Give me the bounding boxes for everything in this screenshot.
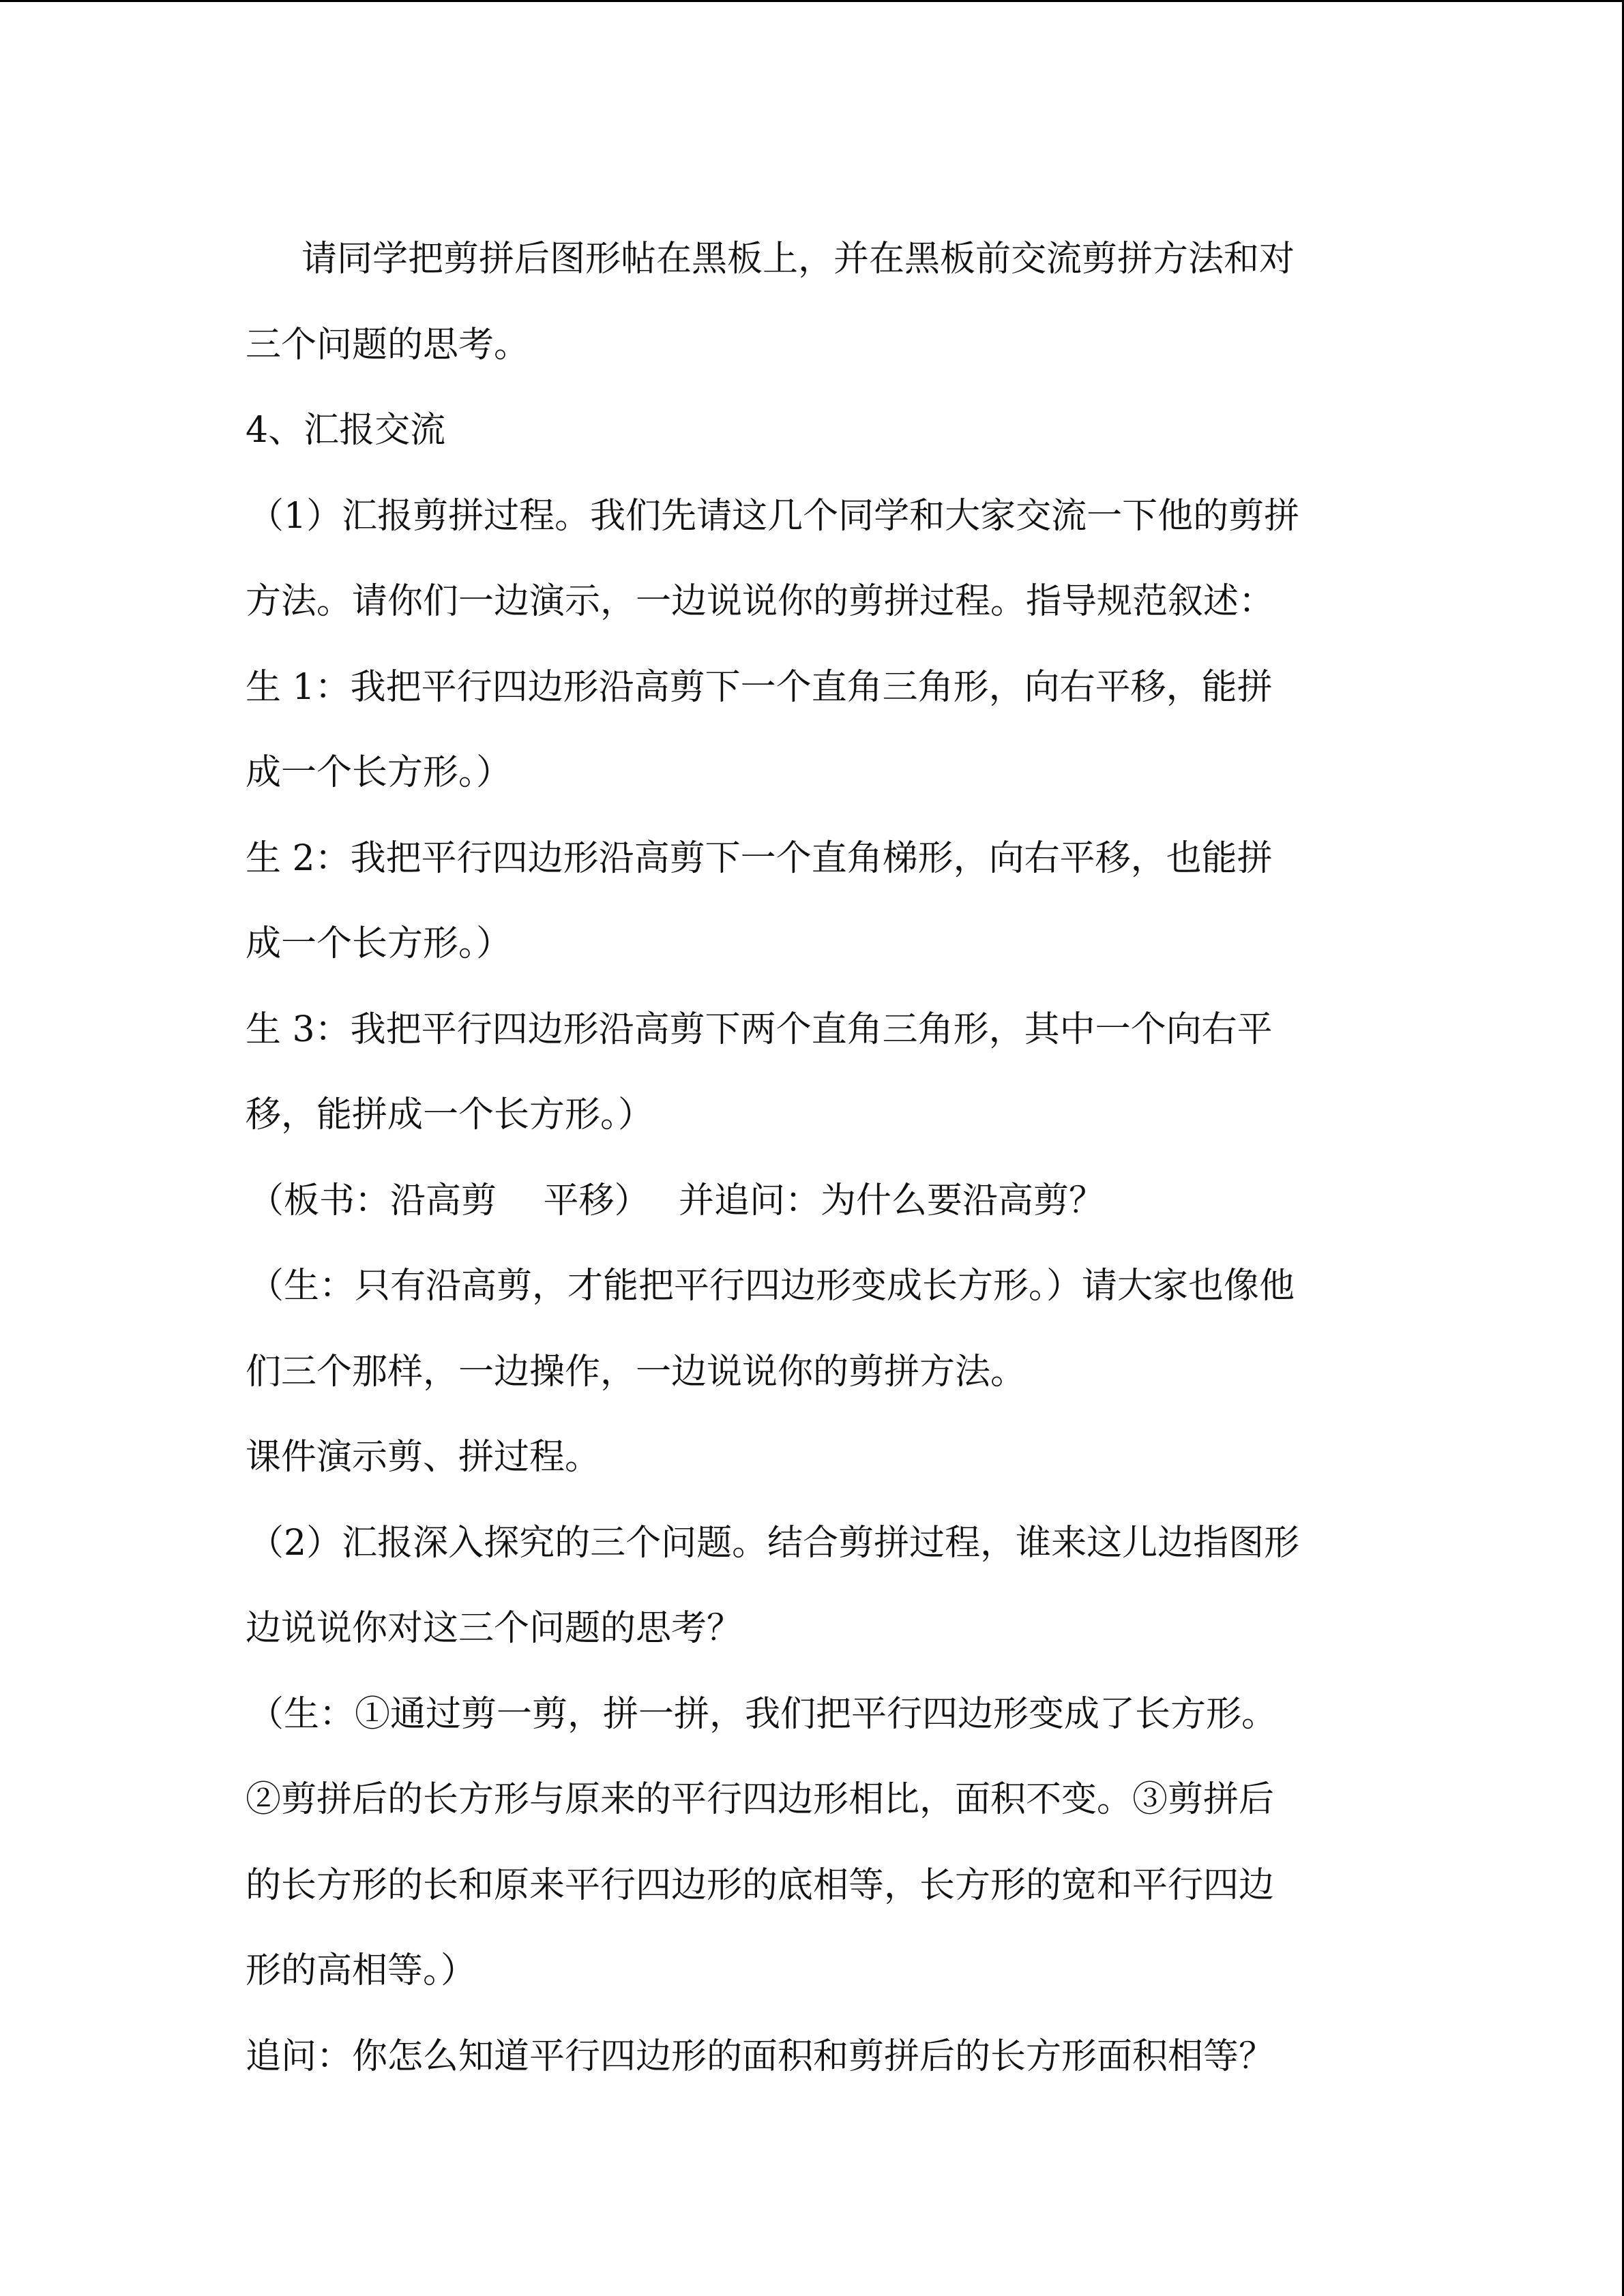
paragraph-line: （2）汇报深入探究的三个问题。结合剪拼过程，谁来这儿边指图形 — [248, 1522, 1300, 1564]
paragraph-line: 生 2：我把平行四边形沿高剪下一个直角梯形，向右平移，也能拼 — [246, 837, 1273, 879]
document-body — [246, 217, 1381, 2100]
paragraph-line: 三个问题的思考。 — [246, 324, 530, 366]
paragraph-line: 的长方形的长和原来平行四边形的底相等，长方形的宽和平行四边 — [246, 1864, 1275, 1906]
paragraph-line: 边说说你对这三个问题的思考？ — [246, 1608, 743, 1649]
paragraph-line: 成一个长方形。） — [246, 752, 512, 793]
paragraph-line: 生 1：我把平行四边形沿高剪下一个直角三角形，向右平移，能拼 — [246, 666, 1273, 708]
paragraph-line: 移，能拼成一个长方形。） — [246, 1094, 654, 1135]
paragraph-line: 课件演示剪、拼过程。 — [246, 1437, 601, 1478]
paragraph-line: 们三个那样，一边操作，一边说说你的剪拼方法。 — [246, 1351, 1027, 1392]
paragraph-line: 成一个长方形。） — [246, 923, 512, 964]
section-heading: 4、汇报交流 — [246, 410, 446, 451]
paragraph-line: 形的高相等。） — [246, 1950, 477, 1991]
paragraph-line: （1）汇报剪拼过程。我们先请这几个同学和大家交流一下他的剪拼 — [248, 495, 1300, 537]
paragraph-line: ②剪拼后的长方形与原来的平行四边形相比，面积不变。③剪拼后 — [246, 1779, 1275, 1820]
paragraph-line: 请同学把剪拼后图形帖在黑板上，并在黑板前交流剪拼方法和对 — [301, 239, 1295, 280]
paragraph-line: 生 3：我把平行四边形沿高剪下两个直角三角形，其中一个向右平 — [246, 1009, 1273, 1050]
paragraph-line: （生：只有沿高剪，才能把平行四边形变成长方形。）请大家也像他 — [248, 1266, 1295, 1307]
paragraph-line: 追问：你怎么知道平行四边形的面积和剪拼后的长方形面积相等？ — [246, 2036, 1275, 2077]
paragraph-line: （板书：沿高剪 平移） 并追问：为什么要沿高剪？ — [248, 1180, 1105, 1221]
paragraph-line: （生：①通过剪一剪，拼一拼，我们把平行四边形变成了长方形。 — [248, 1693, 1278, 1735]
paragraph-line: 方法。请你们一边演示，一边说说你的剪拼过程。指导规范叙述： — [246, 581, 1275, 622]
